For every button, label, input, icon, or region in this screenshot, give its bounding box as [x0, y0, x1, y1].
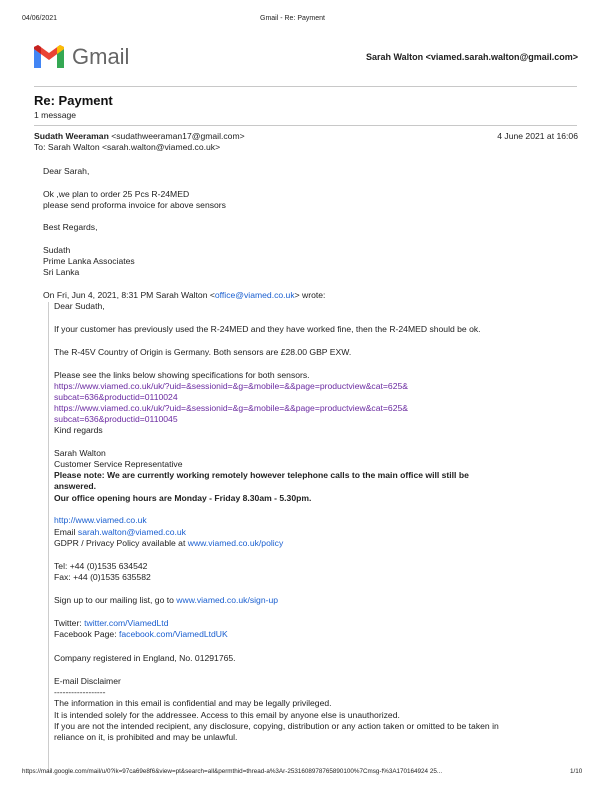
- print-url: https://mail.google.com/mail/u/0?ik=97ca69e8f6&view=pt&search=all&permthid=thread-a%3Ar-2531608978765890100%7Cmsg-f%3A170164924 25...: [22, 768, 443, 775]
- sender-name: Sudath Weeraman: [34, 131, 109, 141]
- body-line: Dear Sarah,: [43, 166, 90, 176]
- disclaimer-title: E-mail Disclaimer: [54, 676, 121, 686]
- quote-email-link[interactable]: office@viamed.co.uk: [214, 290, 295, 300]
- gdpr-line: [54, 538, 283, 548]
- message-count: 1 message: [34, 110, 77, 120]
- office-hours: Our office opening hours are Monday - Friday 8.30am - 5.30pm.: [54, 493, 312, 503]
- print-title: Gmail - Re: Payment: [260, 15, 325, 22]
- company-reg: Company registered in England, No. 01291765.: [54, 653, 236, 663]
- signature-name: Sarah Walton: [54, 448, 106, 458]
- signup-line: [54, 595, 278, 605]
- body-line: Prime Lanka Associates: [43, 256, 135, 266]
- quote-line: Please see the links below showing specifications for both sensors.: [54, 370, 310, 380]
- account-label: Sarah Walton <viamed.sarah.walton@gmail.com>: [365, 52, 578, 62]
- signature-title: Customer Service Representative: [54, 459, 183, 469]
- product-link-2[interactable]: https://www.viamed.co.uk/uk/?uid=&sessionid=&g=&mobile=&&page=productview&cat=625&: [54, 403, 408, 413]
- message-date: 4 June 2021 at 16:06: [497, 131, 578, 141]
- disclaimer-line: reliance on it, is prohibited and may be unlawful.: [54, 732, 238, 742]
- fax: Fax: +44 (0)1535 635582: [54, 572, 151, 582]
- facebook-link[interactable]: facebook.com/ViamedLtdUK: [118, 629, 228, 639]
- recipient: To: Sarah Walton <sarah.walton@viamed.co.uk>: [34, 142, 221, 152]
- quote-bar: [48, 302, 49, 772]
- body-line: Sri Lanka: [43, 267, 80, 277]
- email-link[interactable]: sarah.walton@viamed.co.uk: [77, 527, 186, 537]
- gdpr-link[interactable]: www.viamed.co.uk/policy: [187, 538, 284, 548]
- product-link-1[interactable]: subcat=636&productid=0110024: [54, 392, 178, 402]
- disclaimer-line: The information in this email is confidential and may be legally privileged.: [54, 698, 332, 708]
- quote-intro-text: On Fri, Jun 4, 2021, 8:31 PM Sarah Walton <: [43, 290, 215, 300]
- page-number: 1/10: [570, 768, 583, 775]
- print-date: 04/06/2021: [22, 15, 58, 22]
- gdpr-label: GDPR / Privacy Policy available at: [54, 538, 188, 548]
- body-line: Best Regards,: [43, 222, 98, 232]
- tel: Tel: +44 (0)1535 634542: [54, 561, 148, 571]
- email-line: [54, 527, 186, 537]
- divider: [34, 86, 577, 87]
- twitter-link[interactable]: twitter.com/ViamedLtd: [84, 618, 169, 628]
- signup-link[interactable]: www.viamed.co.uk/sign-up: [176, 595, 279, 605]
- twitter-label: Twitter:: [54, 618, 85, 628]
- gmail-logo-icon: [34, 45, 64, 70]
- quote-intro: [43, 290, 325, 300]
- body-line: Ok ,we plan to order 25 Pcs R-24MED: [43, 189, 190, 199]
- gmail-logo-text: Gmail: [72, 44, 130, 69]
- quote-intro-text: > wrote:: [294, 290, 326, 300]
- notice: answered.: [54, 481, 97, 491]
- divider: [34, 125, 577, 126]
- body-line: please send proforma invoice for above sensors: [43, 200, 226, 210]
- disclaimer-rule: ------------------: [54, 687, 106, 697]
- signup-label: Sign up to our mailing list, go to: [54, 595, 177, 605]
- thread-subject: Re: Payment: [34, 93, 113, 108]
- email-label: Email: [54, 527, 78, 537]
- website-link[interactable]: http://www.viamed.co.uk: [54, 515, 147, 525]
- twitter-line: [54, 618, 168, 628]
- disclaimer-line: If you are not the intended recipient, any disclosure, copying, distribution or any action taken or omitted to be taken in: [54, 721, 499, 731]
- facebook-label: Facebook Page:: [54, 629, 119, 639]
- body-line: Sudath: [43, 245, 71, 255]
- notice: Please note: We are currently working remotely however telephone calls to the main office will still be: [54, 470, 469, 480]
- facebook-line: [54, 629, 228, 639]
- sender: [34, 131, 245, 141]
- product-link-2[interactable]: subcat=636&productid=0110045: [54, 414, 178, 424]
- quote-line: If your customer has previously used the R-24MED and they have worked fine, then the R-24MED should be ok.: [54, 324, 481, 334]
- quote-line: Kind regards: [54, 425, 103, 435]
- product-link-1[interactable]: https://www.viamed.co.uk/uk/?uid=&sessionid=&g=&mobile=&&page=productview&cat=625&: [54, 381, 408, 391]
- quote-line: Dear Sudath,: [54, 301, 105, 311]
- quote-line: The R-45V Country of Origin is Germany. Both sensors are £28.00 GBP EXW.: [54, 347, 352, 357]
- sender-email: <sudathweeraman17@gmail.com>: [111, 131, 245, 141]
- disclaimer-line: It is intended solely for the addressee. Access to this email by anyone else is unauthorized.: [54, 710, 400, 720]
